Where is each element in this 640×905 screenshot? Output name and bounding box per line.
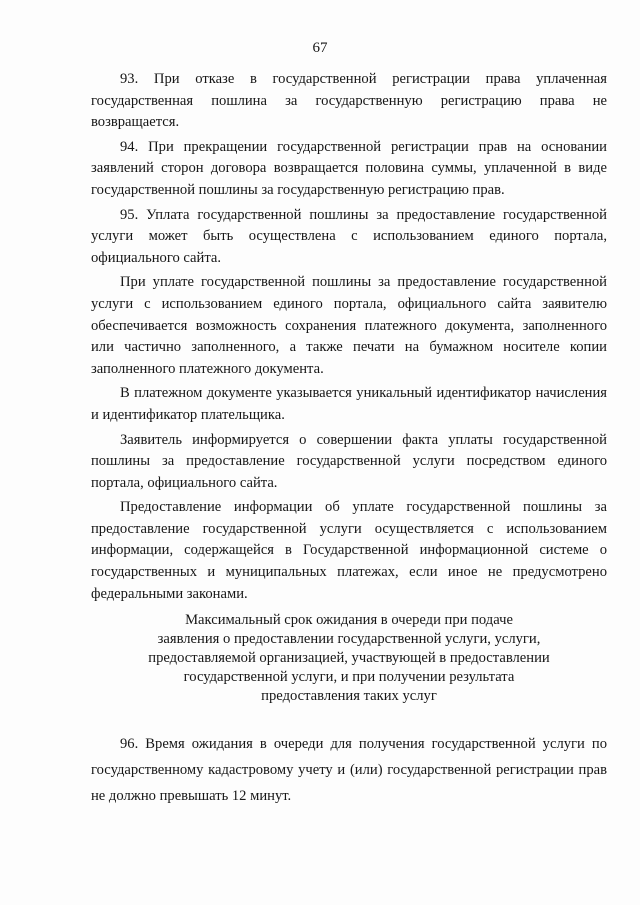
paragraph-information-provision: Предоставление информации об уплате государственной пошлины за предоставление государственной услуги осуществляется с использованием информации, содержащейся в Государственной информационной системе о государственных и муниципальных платежах, если иное не предусмотрено федеральными законами. bbox=[91, 499, 607, 602]
section-heading-line: предоставления таких услуг bbox=[261, 688, 437, 704]
section-heading-line: заявления о предоставлении государственной услуги, услуги, bbox=[157, 631, 541, 647]
final-section bbox=[91, 731, 607, 809]
paragraph-93: 93. При отказе в государственной регистрации права уплаченная государственная пошлина за государственную регистрацию права не возвращается. bbox=[91, 71, 607, 131]
paragraph-95: 95. Уплата государственной пошлины за предоставление государственной услуги может быть осуществлена с использованием единого портала, официального сайта. bbox=[91, 206, 607, 266]
section-heading bbox=[91, 611, 607, 706]
section-heading-line: государственной услуги, и при получении результата bbox=[183, 669, 515, 685]
paragraph-payment-identifier: В платежном документе указывается уникальный идентификатор начисления и идентификатор плательщика. bbox=[91, 385, 607, 423]
section-heading-line: предоставляемой организацией, участвующей в предоставлении bbox=[148, 650, 550, 666]
paragraph-applicant-informed: Заявитель информируется о совершении факта уплаты государственной пошлины за предоставление государственной услуги посредством единого портала, официального сайта. bbox=[91, 431, 607, 491]
page-number: 67 bbox=[312, 40, 328, 56]
section-heading-line: Максимальный срок ожидания в очереди при подаче bbox=[185, 612, 513, 628]
body-text bbox=[91, 69, 607, 605]
paragraph-payment-portal: При уплате государственной пошлины за предоставление государственной услуги с использованием единого портала, официального сайта заявителю обеспечивается возможность сохранения платежного документа, заполненного или частично заполненного, а также печати на бумажном носителе копии заполненного платежного документа. bbox=[91, 274, 607, 377]
paragraph-94: 94. При прекращении государственной регистрации прав на основании заявлений сторон договора возвращается половина суммы, уплаченной в виде государственной пошлины за государственную регистрацию прав. bbox=[91, 138, 607, 198]
paragraph-96: 96. Время ожидания в очереди для получения государственной услуги по государственному кадастровому учету и (или) государственной регистрации прав не должно превышать 12 минут. bbox=[91, 736, 607, 804]
